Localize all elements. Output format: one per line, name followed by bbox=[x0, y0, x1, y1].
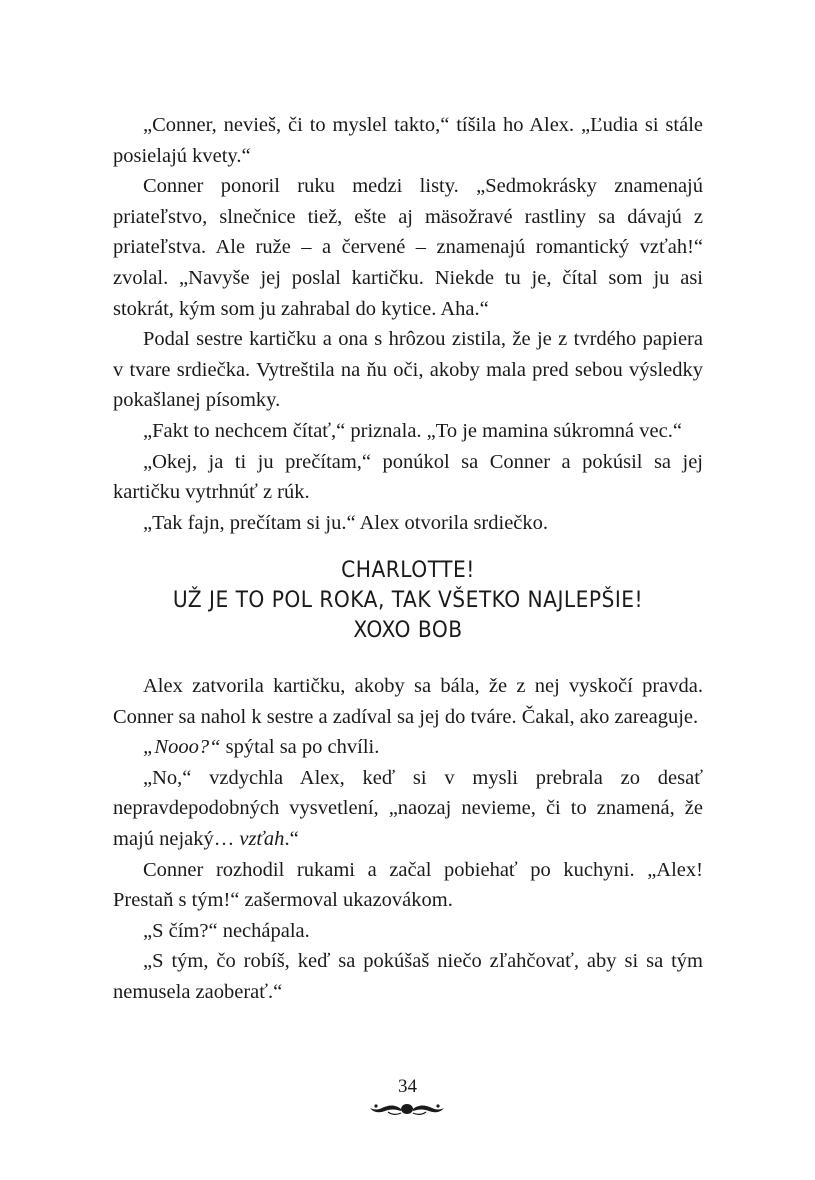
paragraph: „Okej, ja ti ju prečítam,“ ponúkol sa Conner a pokúsil sa jej kartičku vytrhnúť z rúk. bbox=[113, 450, 703, 504]
paragraph-text: „No,“ vzdychla Alex, keď si v mysli prebrala zo desať nepravdepodobných vysvetlení, „naozaj nevieme, či to znamená, že majú nejaký… bbox=[113, 766, 703, 850]
paragraph-text: .“ bbox=[284, 827, 299, 850]
paragraph: „S čím?“ nechápala. bbox=[143, 919, 310, 942]
paragraph: „Tak fajn, prečítam si ju.“ Alex otvorila srdiečko. bbox=[143, 511, 549, 534]
italic-word: vzťah bbox=[239, 827, 285, 850]
flourish-ornament-icon bbox=[368, 1102, 446, 1116]
page-number: 34 bbox=[398, 1076, 417, 1097]
text-block-bottom bbox=[113, 671, 703, 1008]
text-block-top bbox=[113, 110, 703, 538]
paragraph: „Fakt to nechcem čítať,“ priznala. „To je mamina súkromná vec.“ bbox=[143, 419, 682, 442]
card-message bbox=[137, 556, 680, 646]
italic-speech: „Nooo?“ bbox=[143, 736, 221, 759]
paragraph-text: spýtal sa po chvíli. bbox=[220, 736, 380, 759]
paragraph: „S tým, čo robíš, keď sa pokúšaš niečo zľahčovať, aby si sa tým nemusela zaoberať.“ bbox=[113, 950, 703, 1003]
paragraph: Conner rozhodil rukami a začal pobiehať po kuchyni. „Alex! Prestaň s tým!“ zašermoval ukazovákom. bbox=[113, 858, 703, 912]
card-line: XOXO BOB bbox=[353, 618, 463, 643]
paragraph: Podal sestre kartičku a ona s hrôzou zistila, že je z tvrdého papiera v tvare srdiečka. Vytreštila na ňu oči, akoby mala pred sebou výsledky pokašlanej písomky. bbox=[113, 328, 703, 412]
paragraph: Alex zatvorila kartičku, akoby sa bála, že z nej vyskočí pravda. Conner sa nahol k sestre a zadíval sa jej do tváre. Čakal, ako zareaguje. bbox=[113, 675, 703, 728]
card-line: CHARLOTTE! bbox=[341, 558, 475, 583]
paragraph bbox=[113, 732, 703, 763]
paragraph: „Conner, nevieš, či to myslel takto,“ tíšila ho Alex. „Ľudia si stále posielajú kvety.“ bbox=[113, 114, 703, 167]
paragraph: Conner ponoril ruku medzi listy. „Sedmokrásky znamenajú priateľstvo, slnečnice tiež, ešte aj mäsožravé rastliny sa dávajú z priateľstva. Ale ruže – a červené – znamenajú romantický vzťah!“ zvolal. „Navyše jej poslal kartičku. Niekde tu je, čítal som ju asi stokrát, kým som ju zahrabal do kytice. Aha.“ bbox=[113, 175, 703, 320]
card-line: UŽ JE TO POL ROKA, TAK VŠETKO NAJLEPŠIE! bbox=[172, 588, 644, 613]
paragraph bbox=[113, 763, 703, 855]
